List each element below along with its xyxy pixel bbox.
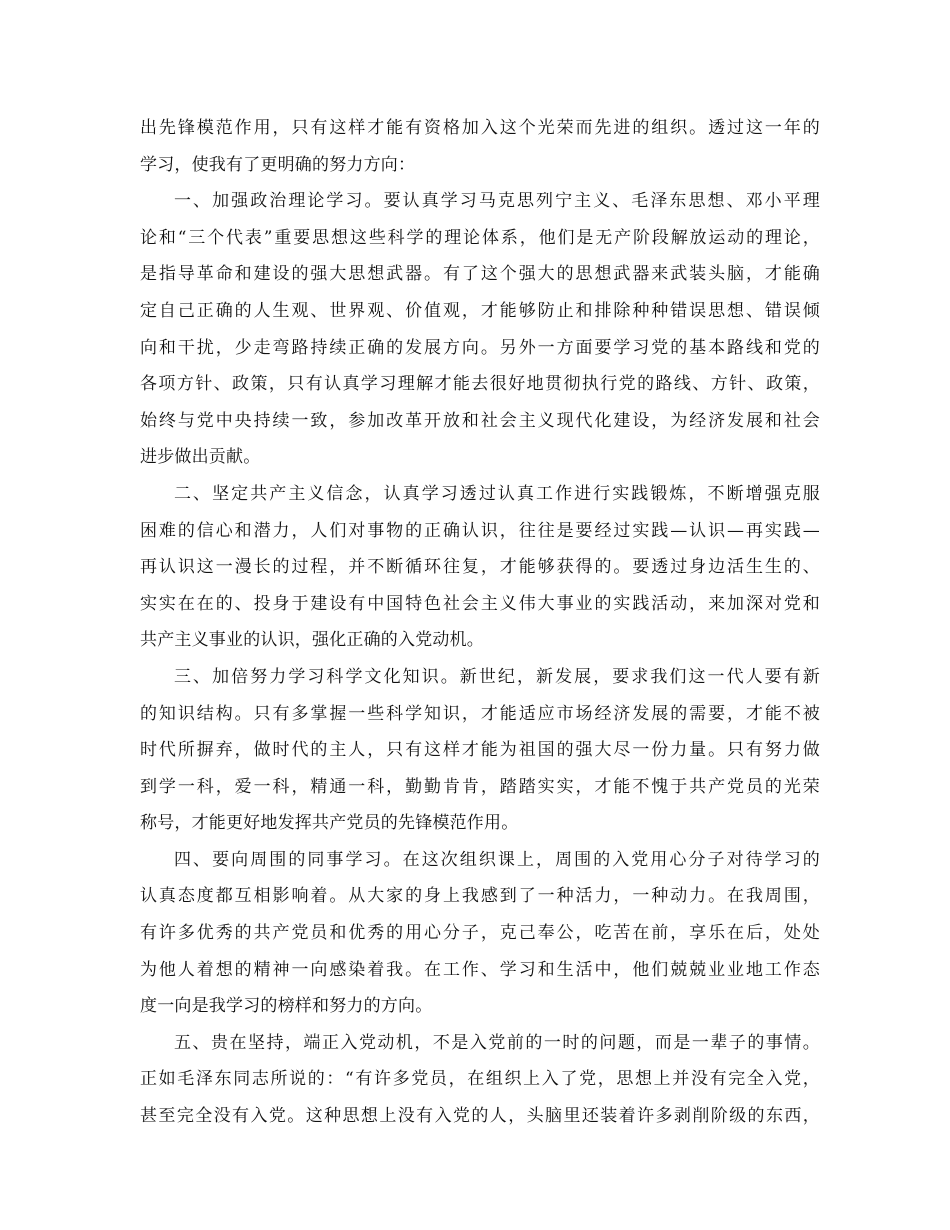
text-line: 二、坚定共产主义信念，认真学习透过认真工作进行实践锻炼，不断增强克服 [174, 483, 820, 504]
text-line: 实实在在的、投身于建设有中国特色社会主义伟大事业的实践活动，来加深对党和 [140, 593, 820, 614]
text-line: 再认识这一漫长的过程，并不断循环往复，才能够获得的。要透过身边活生生的、 [140, 557, 820, 578]
text-line: 向和干扰，少走弯路持续正确的发展方向。另外一方面要学习党的基本路线和党的 [140, 337, 820, 358]
text-line: 困难的信心和潜力，人们对事物的正确认识，往往是要经过实践—认识—再实践— [140, 520, 820, 541]
text-line: 度一向是我学习的榜样和努力的方向。 [140, 996, 433, 1017]
text-line: 甚至完全没有入党。这种思想上没有入党的人，头脑里还装着许多剥削阶级的东西， [140, 1106, 820, 1127]
text-line: 五、贵在坚持，端正入党动机，不是入党前的一时的问题，而是一辈子的事情。 [174, 1032, 820, 1053]
text-line: 一、加强政治理论学习。要认真学习马克思列宁主义、毛泽东思想、邓小平理 [174, 191, 820, 212]
text-line: 各项方针、政策，只有认真学习理解才能去很好地贯彻执行党的路线、方针、政策， [140, 374, 820, 395]
text-line: 共产主义事业的认识，强化正确的入党动机。 [140, 630, 484, 651]
text-line: 认真态度都互相影响着。从大家的身上我感到了一种活力，一种动力。在我周围， [140, 886, 820, 907]
text-line: 时代所摒弃，做时代的主人，只有这样才能为祖国的强大尽一份力量。只有努力做 [140, 740, 820, 761]
text-line: 到学一科，爱一科，精通一科，勤勤肯肯，踏踏实实，才能不愧于共产党员的光荣 [140, 776, 820, 797]
text-line: 的知识结构。只有多掌握一些科学知识，才能适应市场经济发展的需要，才能不被 [140, 703, 820, 724]
text-line: 出先锋模范作用，只有这样才能有资格加入这个光荣而先进的组织。透过这一年的 [140, 118, 820, 138]
text-line: 是指导革命和建设的强大思想武器。有了这个强大的思想武器来武装头脑，才能确 [140, 264, 820, 285]
text-line: 进步做出贡献。 [140, 447, 261, 468]
text-line: 有许多优秀的共产党员和优秀的用心分子，克己奉公，吃苦在前，享乐在后，处处 [140, 923, 820, 944]
text-line: 始终与党中央持续一致，参加改革开放和社会主义现代化建设，为经济发展和社会 [140, 410, 820, 431]
text-line: 四、要向周围的同事学习。在这次组织课上，周围的入党用心分子对待学习的 [174, 849, 820, 870]
text-line: 定自己正确的人生观、世界观、价值观，才能够防止和排除种种错误思想、错误倾 [140, 300, 820, 321]
text-line: 三、加倍努力学习科学文化知识。新世纪，新发展，要求我们这一代人要有新 [174, 666, 820, 687]
text-line: 正如毛泽东同志所说的：“有许多党员，在组织上入了党，思想上并没有完全入党， [140, 1069, 820, 1090]
document-body [140, 110, 820, 1135]
text-line: 为他人着想的精神一向感染着我。在工作、学习和生活中，他们兢兢业业地工作态 [140, 959, 820, 980]
text-line: 学习，使我有了更明确的努力方向： [140, 154, 416, 175]
text-line: 称号，才能更好地发挥共产党员的先锋模范作用。 [140, 813, 519, 834]
text-line: 论和“三个代表”重要思想这些科学的理论体系，他们是无产阶段解放运动的理论， [140, 227, 820, 248]
